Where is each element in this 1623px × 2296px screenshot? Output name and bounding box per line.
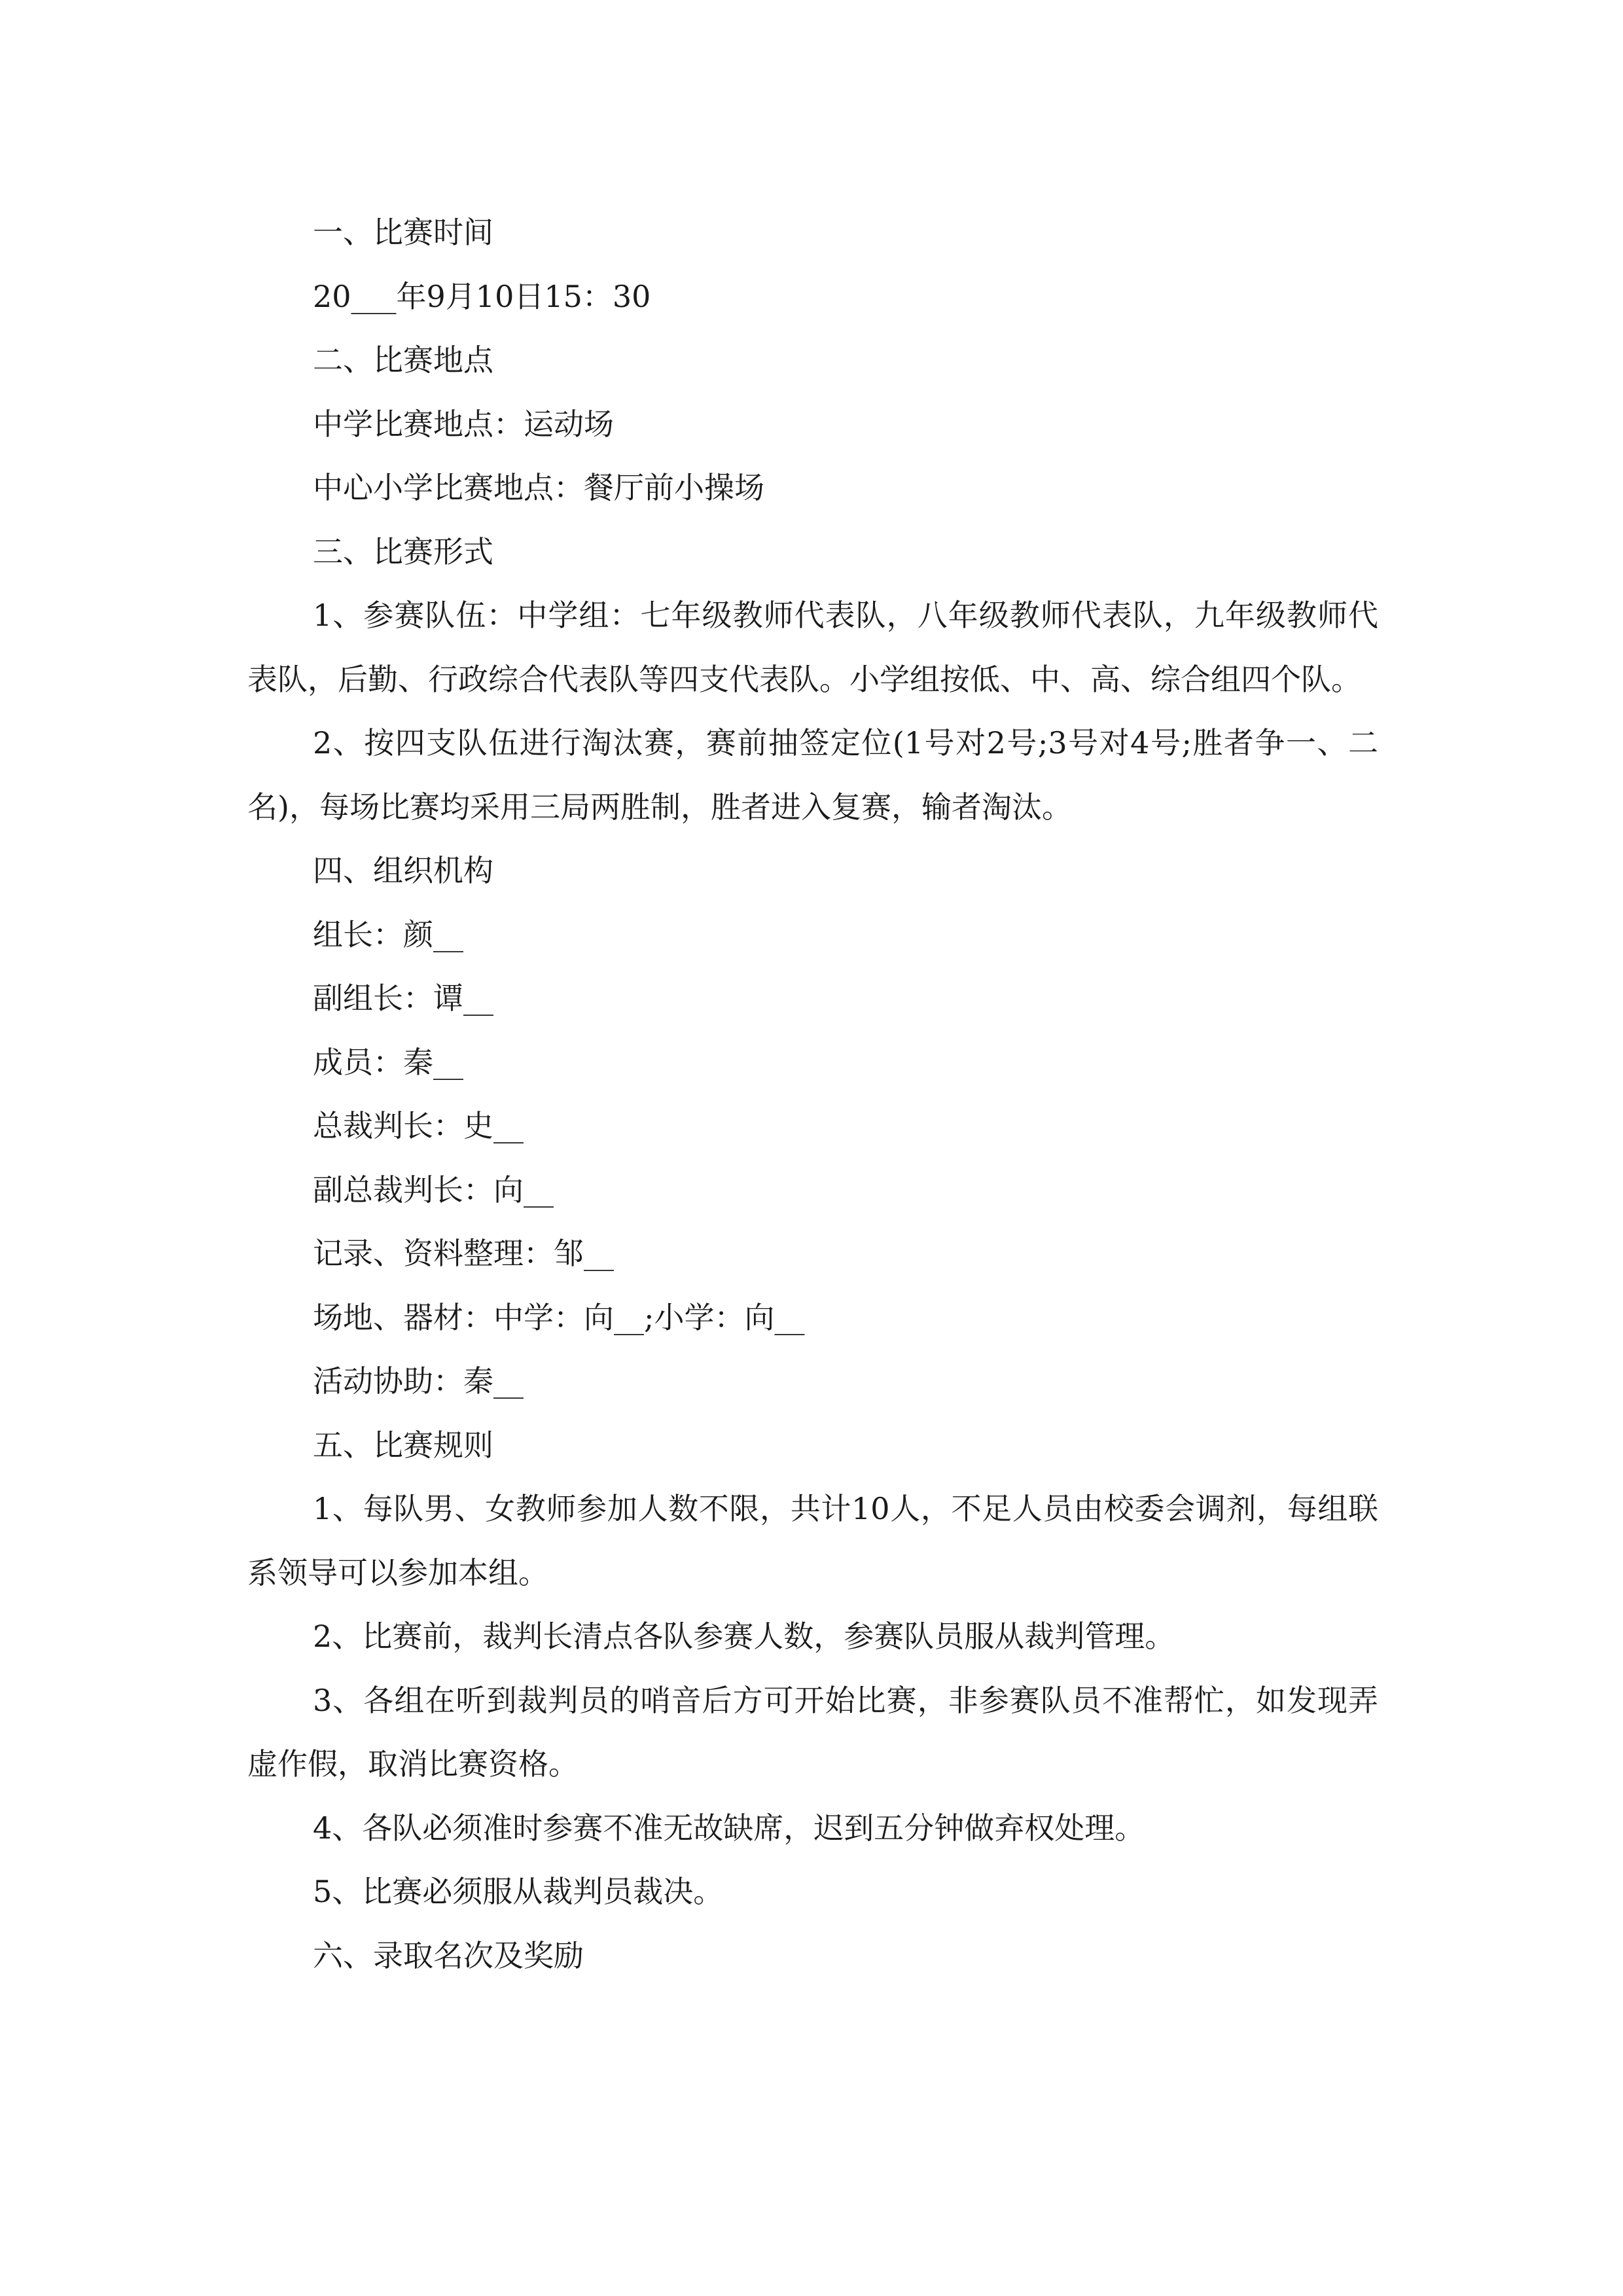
org-venue-equipment: 场地、器材：中学：向__;小学：向__	[313, 1299, 805, 1335]
section-heading-rules: 五、比赛规则	[313, 1427, 493, 1463]
section-heading-format: 三、比赛形式	[313, 533, 493, 569]
org-assistance: 活动协助：秦__	[313, 1363, 524, 1399]
rule-item-2: 2、比赛前，裁判长清点各队参赛人数，参赛队员服从裁判管理。	[313, 1619, 1175, 1654]
rule-item-5: 5、比赛必须服从裁判员裁决。	[313, 1874, 724, 1909]
middle-school-location: 中学比赛地点：运动场	[313, 406, 614, 442]
rule-item-4: 4、各队必须准时参赛不准无故缺席，迟到五分钟做弃权处理。	[313, 1810, 1145, 1846]
format-item-1: 1、参赛队伍：中学组：七年级教师代表队，八年级教师代表队，九年级教师代表队，后勤、行政综合代表队等四支代表队。小学组按低、中、高、综合组四个队。	[247, 598, 1378, 697]
time-text: 20___年9月10日15：30	[313, 278, 651, 314]
org-deputy-chief-referee: 副总裁判长：向__	[313, 1172, 554, 1208]
section-heading-awards: 六、录取名次及奖励	[313, 1937, 584, 1973]
section-heading-location: 二、比赛地点	[313, 342, 493, 378]
document-body	[247, 201, 1378, 1988]
rule-item-1: 1、每队男、女教师参加人数不限，共计10人，不足人员由校委会调剂，每组联系领导可以参加本组。	[247, 1491, 1378, 1590]
org-records: 记录、资料整理：邹__	[313, 1236, 614, 1271]
section-heading-organization: 四、组织机构	[313, 853, 493, 888]
org-deputy-leader: 副组长：谭__	[313, 980, 493, 1016]
org-leader: 组长：颜__	[313, 916, 463, 952]
rule-item-3: 3、各组在听到裁判员的哨音后方可开始比赛，非参赛队员不准帮忙，如发现弄虚作假，取消比赛资格。	[247, 1682, 1378, 1782]
format-item-2: 2、按四支队伍进行淘汰赛，赛前抽签定位(1号对2号;3号对4号;胜者争一、二名)，每场比赛均采用三局两胜制，胜者进入复赛，输者淘汰。	[247, 725, 1378, 825]
org-chief-referee: 总裁判长：史__	[313, 1108, 524, 1143]
org-member: 成员：秦__	[313, 1044, 463, 1080]
section-heading-time: 一、比赛时间	[313, 215, 493, 250]
primary-school-location: 中心小学比赛地点：餐厅前小操场	[313, 470, 764, 505]
